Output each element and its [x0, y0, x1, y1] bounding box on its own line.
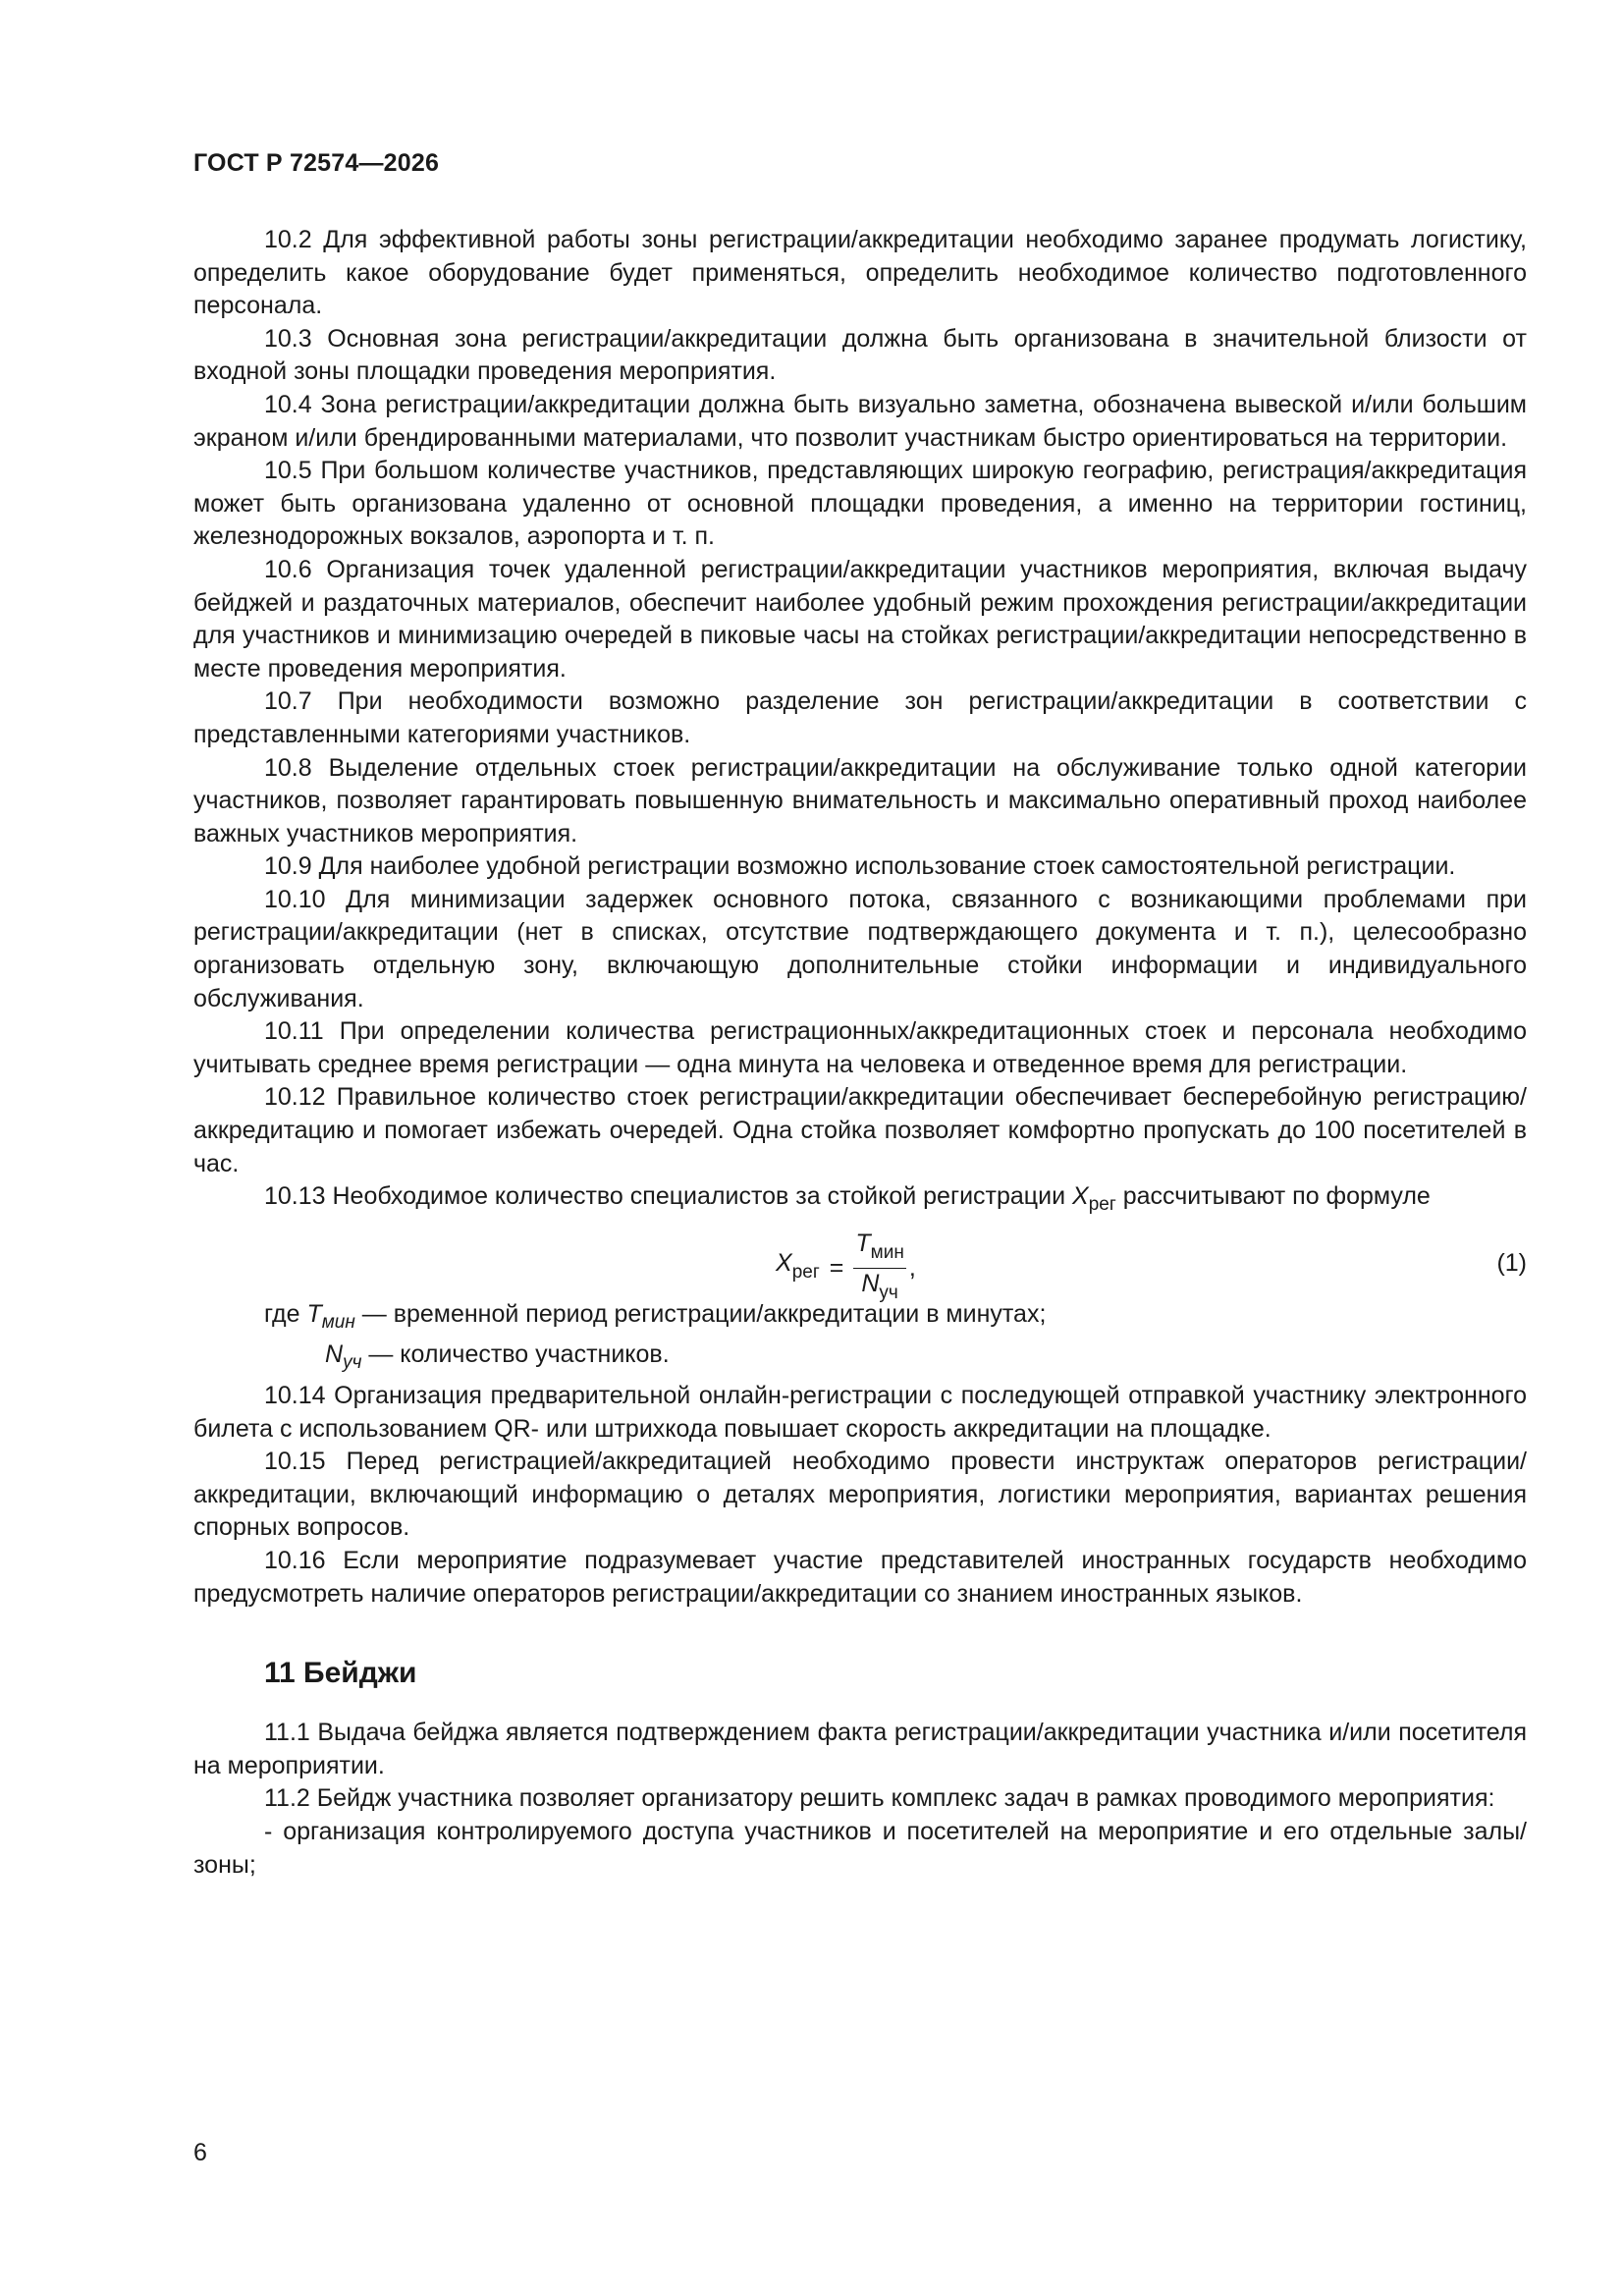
section-11-title: 11 Бейджи: [264, 1657, 417, 1690]
page-number: 6: [193, 2139, 207, 2166]
paragraph-10-9: 10.9 Для наиболее удобной регистрации возможно использование стоек самостоятельной регистрации.: [264, 852, 1456, 881]
paragraph-10-13: [193, 1180, 1527, 1222]
where-line-t: где $T_{мин}$ — временной период регистрации/аккредитации в минутах;: [264, 1299, 1047, 1333]
formula-denominator: $N_{уч}$: [861, 1269, 898, 1303]
paragraph-10-2: 10.2 Для эффективной работы зоны регистрации/аккредитации необходимо заранее продумать логистику, определить какое оборудование будет применяться, определить необходимое количество подготовленного персонала.: [193, 226, 1527, 320]
document-header: ГОСТ Р 72574—2026: [193, 149, 440, 177]
paragraph-10-10: 10.10 Для минимизации задержек основного потока, связанного с возникающими проблемами при регистрации/аккредитации (нет в списках, отсутствие подтверждающего документа и т. п.), целесообразно организовать отдельную зону, включающую дополнительные стойки информации и индивидуального обслуживания.: [193, 885, 1527, 1012]
paragraph-10-13-tail: рассчитывают по формуле: [1122, 1182, 1431, 1211]
formula-lhs: $X_{рег}$: [776, 1249, 820, 1284]
paragraph-10-14: 10.14 Организация предварительной онлайн-регистрации с последующей отправкой участнику электронного билета с использованием QR- или штрихкода повышает скорость аккредитации на площадке.: [193, 1382, 1527, 1443]
inline-variable-x: $X_{рег}$: [1072, 1182, 1116, 1216]
formula-number: (1): [1496, 1248, 1527, 1277]
formula-numerator: $T_{мин}$: [853, 1230, 905, 1269]
paragraph-11-2: 11.2 Бейдж участника позволяет организатору решить комплекс задач в рамках проводимого мероприятия:: [264, 1784, 1495, 1813]
paragraph-10-13-text: 10.13 Необходимое количество специалистов за стойкой регистрации: [264, 1182, 1066, 1211]
formula-fraction: [853, 1230, 905, 1307]
paragraph-10-6: 10.6 Организация точек удаленной регистрации/аккредитации участников мероприятия, включая выдачу бейджей и раздаточных материалов, обеспечит наиболее удобный режим прохождения регистрации/аккредитации для участников и минимизацию очередей в пиковые часы на стойках регистрации/аккредитации непосредственно в месте проведения мероприятия.: [193, 555, 1527, 683]
paragraph-10-7: 10.7 При необходимости возможно разделение зон регистрации/аккредитации в соответствии с представленными категориями участников.: [193, 687, 1527, 748]
paragraph-10-11: 10.11 При определении количества регистрационных/аккредитационных стоек и персонала необходимо учитывать среднее время регистрации — одна минута на человека и отведенное время для регистрации.: [193, 1017, 1527, 1078]
where-line-n: $N_{уч}$ — количество участников.: [325, 1340, 670, 1374]
paragraph-11-1: 11.1 Выдача бейджа является подтверждением факта регистрации/аккредитации участника и/или посетителя на мероприятии.: [193, 1719, 1527, 1779]
paragraph-10-4: 10.4 Зона регистрации/аккредитации должна быть визуально заметна, обозначена вывеской и/или большим экраном и/или брендированными материалами, что позволит участникам быстро ориентироваться на территории.: [193, 390, 1527, 452]
formula-block: [193, 1224, 1527, 1303]
paragraph-10-15: 10.15 Перед регистрацией/аккредитацией необходимо провести инструктаж операторов регистрации/аккредитации, включающий информацию о деталях мероприятия, логистики мероприятия, вариантах решения спорных вопросов.: [193, 1448, 1527, 1542]
formula: [776, 1230, 916, 1307]
formula-comma: ,: [908, 1253, 916, 1282]
paragraph-10-8: 10.8 Выделение отдельных стоек регистрации/аккредитации на обслуживание только одной категории участников, позволяет гарантировать повышенную внимательность и максимально оперативный проход наиболее важных участников мероприятия.: [193, 753, 1527, 847]
paragraph-10-3: 10.3 Основная зона регистрации/аккредитации должна быть организована в значительной близости от входной зоны площадки проведения мероприятия.: [193, 324, 1527, 386]
paragraph-10-12: 10.12 Правильное количество стоек регистрации/аккредитации обеспечивает бесперебойную регистрацию/аккредитацию и помогает избежать очередей. Одна стойка позволяет комфортно пропускать до 100 посетителей в час.: [193, 1083, 1527, 1177]
document-body: [193, 224, 1527, 1882]
paragraph-10-5: 10.5 При большом количестве участников, представляющих широкую географию, регистрация/аккредитация может быть организована удаленно от основной площадки проведения, а именно на территории гостиниц, железнодорожных вокзалов, аэропорта и т. п.: [193, 457, 1527, 551]
paragraph-10-16: 10.16 Если мероприятие подразумевает участие представителей иностранных государств необходимо предусмотреть наличие операторов регистрации/аккредитации со знанием иностранных языков.: [193, 1546, 1527, 1608]
formula-equals: =: [829, 1253, 844, 1282]
list-item-access-control: - организация контролируемого доступа участников и посетителей на мероприятие и его отдельные залы/зоны;: [193, 1817, 1527, 1879]
